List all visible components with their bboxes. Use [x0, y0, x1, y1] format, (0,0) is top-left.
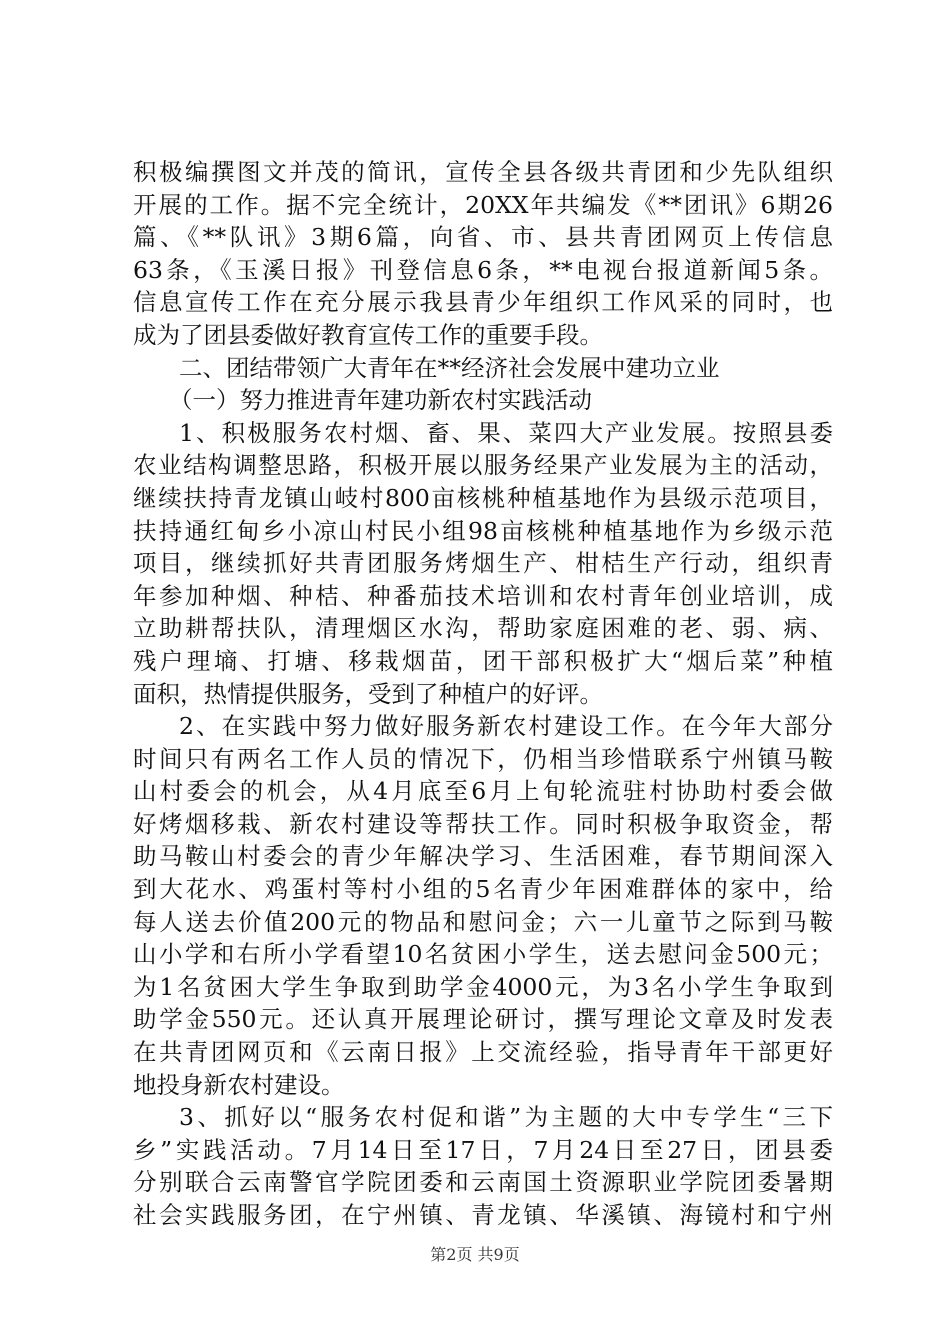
paragraph-line: 2、在实践中努力做好服务新农村建设工作。在今年大部分: [179, 712, 833, 741]
paragraph-line: 积极编撰图文并茂的简讯，宣传全县各级共青团和少先队组织: [133, 158, 833, 186]
paragraph-line: 好烤烟移栽、新农村建设等帮扶工作。同时积极争取资金，帮: [133, 809, 833, 838]
subsection-heading: （一）努力推进青年建功新农村实践活动: [169, 386, 592, 415]
paragraph-line: 地投身新农村建设。: [133, 1070, 345, 1099]
paragraph-line: 面积，热情提供服务，受到了种植户的好评。: [133, 679, 603, 708]
paragraph-line: 山村委会的机会，从4月底至6月上旬轮流驻村协助村委会做: [133, 777, 833, 806]
paragraph-line: 在共青团网页和《云南日报》上交流经验，指导青年干部更好: [133, 1038, 833, 1067]
paragraph-line: 项目，继续抓好共青团服务烤烟生产、柑桔生产行动，组织青: [133, 549, 833, 578]
paragraph-line: 助马鞍山村委会的青少年解决学习、生活困难，春节期间深入: [133, 842, 833, 871]
paragraph-line: 信息宣传工作在充分展示我县青少年组织工作风采的同时，也: [133, 288, 833, 317]
paragraph-line: 残户理墒、打塘、移栽烟苗，团干部积极扩大“烟后菜”种植: [133, 646, 833, 675]
paragraph-line: 农业结构调整思路，积极开展以服务经果产业发展为主的活动，: [133, 451, 833, 480]
paragraph-line: 助学金550元。还认真开展理论研讨，撰写理论文章及时发表: [133, 1005, 833, 1034]
paragraph-line: 成为了团县委做好教育宣传工作的重要手段。: [133, 320, 603, 349]
paragraph-line: 到大花水、鸡蛋村等村小组的5名青少年困难群体的家中，给: [133, 875, 833, 904]
paragraph-line: 3、抓好以“服务农村促和谐”为主题的大中专学生“三下: [179, 1103, 833, 1132]
paragraph-line: 继续扶持青龙镇山岐村800亩核桃种植基地作为县级示范项目，: [133, 483, 833, 512]
document-body: [133, 156, 833, 1232]
paragraph-line: 分别联合云南警官学院团委和云南国土资源职业学院团委暑期: [133, 1168, 833, 1197]
paragraph-line: 为1名贫困大学生争取到助学金4000元，为3名小学生争取到: [133, 972, 833, 1001]
paragraph-line: 立助耕帮扶队，清理烟区水沟，帮助家庭困难的老、弱、病、: [133, 614, 833, 643]
paragraph-line: 1、积极服务农村烟、畜、果、菜四大产业发展。按照县委: [179, 418, 833, 447]
page-number: 第2页 共9页: [430, 1245, 520, 1264]
section-heading: 二、团结带领广大青年在**经济社会发展中建功立业: [179, 353, 720, 382]
paragraph-line: 社会实践服务团，在宁州镇、青龙镇、华溪镇、海镜村和宁州: [133, 1201, 833, 1229]
paragraph-line: 每人送去价值200元的物品和慰问金；六一儿童节之际到马鞍: [133, 907, 833, 936]
paragraph-line: 年参加种烟、种桔、种番茄技术培训和农村青年创业培训，成: [133, 581, 833, 610]
paragraph-line: 63条，《玉溪日报》刊登信息6条，**电视台报道新闻5条。: [133, 255, 833, 284]
paragraph-line: 扶持通红甸乡小凉山村民小组98亩核桃种植基地作为乡级示范: [133, 516, 833, 545]
paragraph-line: 篇、《**队讯》3期6篇，向省、市、县共青团网页上传信息: [133, 223, 833, 252]
paragraph-line: 山小学和右所小学看望10名贫困小学生，送去慰问金500元；: [133, 940, 833, 969]
paragraph-line: 乡”实践活动。7月14日至17日，7月24日至27日，团县委: [133, 1135, 833, 1164]
paragraph-line: 时间只有两名工作人员的情况下，仍相当珍惜联系宁州镇马鞍: [133, 744, 833, 773]
paragraph-line: 开展的工作。据不完全统计，20XX年共编发《**团讯》6期26: [133, 190, 833, 219]
